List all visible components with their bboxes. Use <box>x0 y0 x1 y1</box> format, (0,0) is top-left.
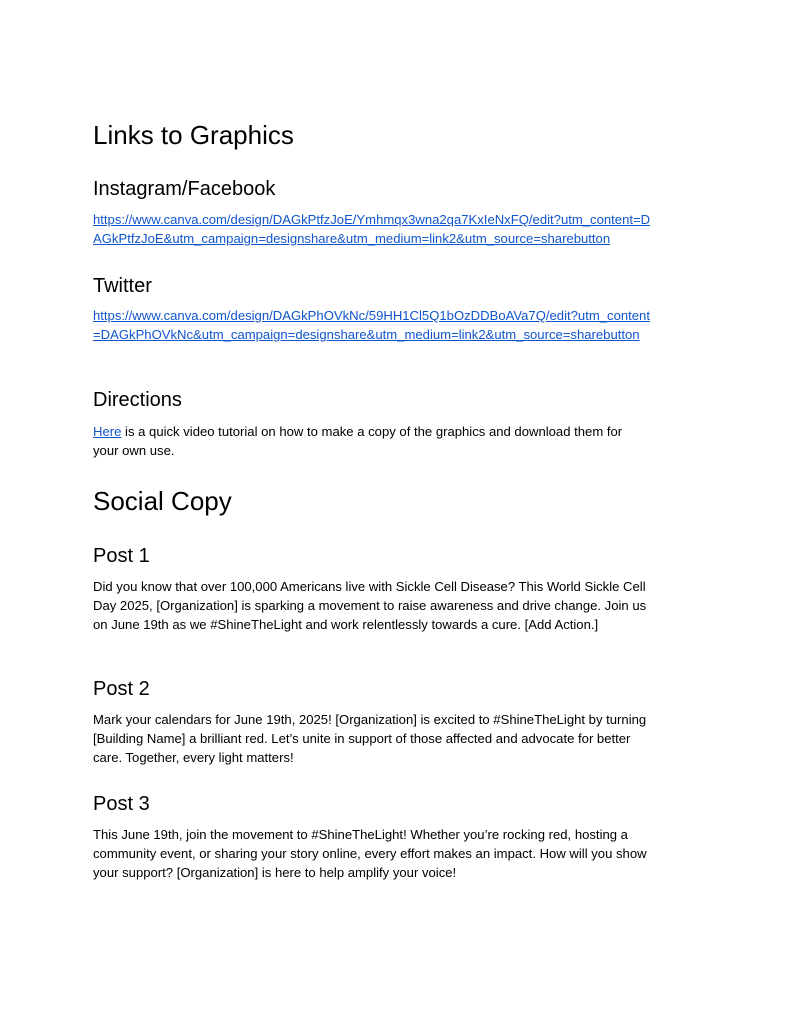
post-1-line: Did you know that over 100,000 Americans live with Sickle Cell Disease? This World Sickle Cell <box>93 579 646 594</box>
tutorial-link[interactable]: Here <box>93 424 122 439</box>
post-2-line: Mark your calendars for June 19th, 2025! [Organization] is excited to #ShineTheLight by turning <box>93 712 647 727</box>
post-3-line: your support? [Organization] is here to help amplify your voice! <box>93 865 457 880</box>
instagram-heading: Instagram/Facebook <box>93 178 276 200</box>
instagram-link-line1[interactable]: https://www.canva.com/design/DAGkPtfzJoE/Ymhmqx3wna2qa7KxIeNxFQ/edit?utm_content=D <box>93 212 651 227</box>
post-1-line: on June 19th as we #ShineTheLight and work relentlessly towards a cure. [Add Action.] <box>93 617 599 632</box>
links-section-title: Links to Graphics <box>93 120 294 150</box>
social-copy-title: Social Copy <box>93 486 232 516</box>
post-2-heading: Post 2 <box>93 678 150 700</box>
post-3-line: This June 19th, join the movement to #ShineTheLight! Whether you’re rocking red, hosting a <box>93 827 628 842</box>
post-2-line: [Building Name] a brilliant red. Let’s unite in support of those affected and advocate for better <box>93 731 631 746</box>
directions-heading: Directions <box>93 389 182 411</box>
post-3-heading: Post 3 <box>93 793 150 815</box>
post-1-heading: Post 1 <box>93 545 150 567</box>
directions-line1-text: is a quick video tutorial on how to make a copy of the graphics and download them for <box>121 424 623 439</box>
directions-line1 <box>93 422 622 441</box>
post-2-line: care. Together, every light matters! <box>93 750 294 765</box>
twitter-heading: Twitter <box>93 275 152 297</box>
twitter-link-line1[interactable]: https://www.canva.com/design/DAGkPhOVkNc/59HH1Cl5Q1bOzDDBoAVa7Q/edit?utm_content <box>93 308 650 323</box>
post-1-line: Day 2025, [Organization] is sparking a movement to raise awareness and drive change. Join us <box>93 598 647 613</box>
directions-line2: your own use. <box>93 443 175 458</box>
post-3-line: community event, or sharing your story online, every effort makes an impact. How will you show <box>93 846 647 861</box>
instagram-link-line2[interactable]: AGkPtfzJoE&utm_campaign=designshare&utm_medium=link2&utm_source=sharebutton <box>93 231 611 246</box>
twitter-link-line2[interactable]: =DAGkPhOVkNc&utm_campaign=designshare&utm_medium=link2&utm_source=sharebutton <box>93 327 640 342</box>
